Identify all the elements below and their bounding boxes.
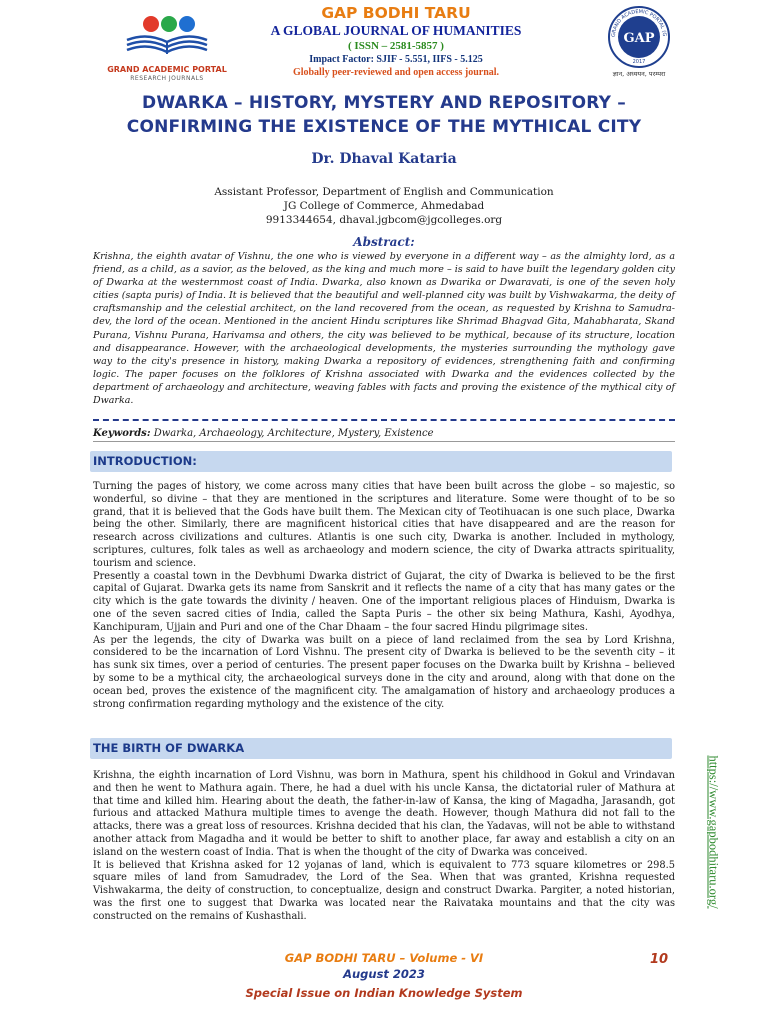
paragraph: Krishna, the eighth incarnation of Lord Vishnu, was born in Mathura, spent his childhood in Gokul and Vrindavan and then he went to Mathura again. There, he had a duel with his uncle Kansa, the dictatorial ruler of Mathura at that time and killed him. Hearing about the death, the father-in-law of Kansa, the king of Magadha, Jarasandh, got furious and attacked Mathura multiple times to avenge the death. However, though Mathura did not fall to the attacks, there was a great loss of resources. Krishna decided that his clan, the Yadavas, will not be able to withstand another attack from Magadha and it would be better to shift to another place, far away and establish a city on an island on the western coast of India. That is when the thought of the city of Dwarka was conceived. xyxy=(93,770,675,858)
portal-name: GRAND ACADEMIC PORTAL xyxy=(107,65,227,74)
gap-emblem-icon xyxy=(603,5,675,69)
title-line-1: DWARKA – HISTORY, MYSTERY AND REPOSITORY – xyxy=(142,93,626,113)
gap-emblem xyxy=(603,5,675,79)
emblem-text: GAP xyxy=(623,31,655,46)
keywords-label: Keywords: xyxy=(93,428,151,439)
emblem-year: 2017 xyxy=(632,59,646,65)
peer-review-note: Globally peer-reviewed and open access journal. xyxy=(292,67,500,78)
journal-header xyxy=(240,3,552,79)
book-logo-icon xyxy=(117,12,217,58)
abstract-text: Krishna, the eighth avatar of Vishnu, the one who is viewed by everyone in a different way – as the almighty lord, as a friend, as a child, as a savior, as the beloved, as the king and much more – is said to have built the legendary golden city of Dwarka at the westernmost coast of India. Dwarka, also known as Dwarika or Dwaravati, is one of the seven holy cities (sapta puris) of India. It is believed that the beautiful and well-planned city was built by Vishwakarma, the deity of craftsmanship and the celestial architect, on the land recovered from the ocean, as requested by Krishna to Samudra-dev, the lord of the ocean. Mentioned in the ancient Hindu scriptures like Shrimad Bhagvad Gita, Mahabharata, Skand Purana, Vishnu Purana, Harivamsa and others, the city was believed to be mythical, because of its structure, location and disappearance. However, with the archaeological developments, the mysteries surrounding the mythology gave way to the city's presence in history, making Dwarka a repository of evidences, strengthening faith and confirming logic. The paper focuses on the folklores of Krishna associated with Dwarka and the evidences collected by the department of archaeology and architecture, weaving fables with facts and proving the existence of the mythical city of Dwarka. xyxy=(93,251,675,407)
page-number: 10 xyxy=(650,952,669,967)
footer-volume: GAP BODHI TARU – Volume - VI xyxy=(284,951,484,965)
article-title xyxy=(60,91,708,139)
issn: ( ISSN – 2581-5857 ) xyxy=(348,40,444,52)
abstract-heading: Abstract: xyxy=(353,235,415,249)
paragraph: Turning the pages of history, we come across many cities that have been built across the globe – so majestic, so wonderful, so divine – that they are mentioned in the scriptures and literature. Some were thought of to be so grand, that it is believed that the Gods have built them. The Mexican city of Teotihuacan is one such place, Dwarka being the other. Similarly, there are magnificent historical cities that have disappeared and are the reason for research across civilizations and cultures. Atlantis is one such city, Dwarka is another. Included in mythology, scriptures, cultures, folk tales as well as archaeology and modern science, the city of Dwarka attracts spirituality, tourism and science. xyxy=(93,481,675,569)
section-heading-introduction: INTRODUCTION: xyxy=(90,451,672,472)
keywords xyxy=(93,428,675,442)
emblem-ring-text: GRAND ACADEMIC PORTAL (G xyxy=(610,8,668,38)
author-affiliation xyxy=(0,185,768,227)
author-name: Dr. Dhaval Kataria xyxy=(311,151,457,167)
abstract-divider xyxy=(93,419,675,421)
title-line-2: CONFIRMING THE EXISTENCE OF THE MYTHICAL CITY xyxy=(126,117,642,137)
section-heading-birth-of-dwarka: THE BIRTH OF DWARKA xyxy=(90,738,672,759)
footer-special-issue: Special Issue on Indian Knowledge System xyxy=(245,986,523,1000)
journal-url-link[interactable] xyxy=(700,735,726,930)
birth-of-dwarka-body xyxy=(93,770,675,924)
paragraph: As per the legends, the city of Dwarka was built on a piece of land reclaimed from the sea by Lord Krishna, considered to be the incarnation of Lord Vishnu. The present city of Dwarka is believed to be the seventh city – it has sunk six times, over a period of centuries. The present paper focuses on the Dwarka built by Krishna – believed by some to be a mythical city, the archaeological surveys done in the city and around, along with that done on the ocean bed, proves the existence of the magnificent city. The amalgamation of history and archaeology produces a strong confirmation regarding mythology and the existence of the city. xyxy=(93,634,675,710)
impact-factor: Impact Factor: SJIF - 5.551, IIFS - 5.125 xyxy=(309,54,483,65)
paragraph: It is believed that Krishna asked for 12 yojanas of land, which is equivalent to 773 square kilometres or 298.5 square miles of land from Samudradev, the Lord of the Sea. When that was granted, Krishna requested Vishwakarma, the deity of construction, to conceptualize, design and construct Dwarka. Pargiter, a noted historian, was the first one to suggest that Dwarka was located near the Raivataka mountains and that the city was constructed on the remains of Kushasthali. xyxy=(93,859,675,922)
footer-date: August 2023 xyxy=(343,967,425,981)
journal-url-text[interactable]: https://www.gapbodhitaru.org/ xyxy=(706,755,721,909)
journal-title: GAP BODHI TARU xyxy=(321,4,471,22)
portal-subtitle: RESEARCH JOURNALS xyxy=(130,75,204,82)
keywords-text: Dwarka, Archaeology, Architecture, Mystery, Existence xyxy=(150,428,434,439)
affiliation-line-1: Assistant Professor, Department of English and Communication xyxy=(214,186,554,198)
affiliation-contact: 9913344654, dhaval.jgbcom@jgcolleges.org xyxy=(265,214,503,226)
introduction-body xyxy=(93,481,675,711)
emblem-motto: ज्ञान, अध्ययन, परम्परा xyxy=(612,70,666,78)
affiliation-line-2: JG College of Commerce, Ahmedabad xyxy=(283,200,485,212)
grand-academic-portal-logo xyxy=(92,8,242,80)
journal-subtitle: A GLOBAL JOURNAL OF HUMANITIES xyxy=(270,23,522,38)
paragraph: Presently a coastal town in the Devbhumi Dwarka district of Gujarat, the city of Dwarka is believed to be the first capital of Gujarat. Dwarka gets its name from Sanskrit and it reflects the name of a city that has many gates or the city which is the gate towards the divinity / heaven. One of the important religious places of Hinduism, Dwarka is one of the seven sacred cities of India, called the Sapta Puris – the other six being Mathura, Kashi, Ayodhya, Kanchipuram, Ujjain and Puri and one of the Char Dhaam – the four sacred Hindu pilgrimage sites. xyxy=(93,570,675,633)
